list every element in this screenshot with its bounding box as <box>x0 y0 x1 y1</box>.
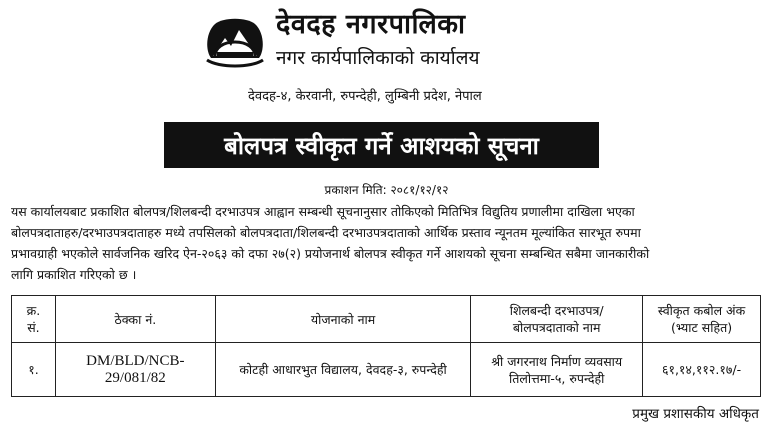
signature-title: प्रमुख प्रशासकीय अधिकृत <box>632 406 759 422</box>
cell-sn: १. <box>12 343 56 397</box>
publication-date-label: प्रकाशन मिति: <box>324 183 387 197</box>
bid-table <box>11 295 761 397</box>
table-header-row <box>12 296 761 343</box>
notice-body-line: लागि प्रकाशित गरिएको छ । <box>11 267 137 282</box>
header-bidder: शिलबन्दी दरभाउपत्र/ बोलपत्रदाताको नाम <box>471 296 643 343</box>
notice-body <box>11 201 761 285</box>
header-amount: स्वीकृत कबोल अंक (भ्याट सहित) <box>643 296 761 343</box>
notice-title-banner <box>164 122 599 168</box>
cell-amount: ६१,१४,११२.१७/- <box>643 343 761 397</box>
notice-body-line: बोलपत्रदाताहरु/दरभाउपत्रदाताहरु मध्ये तपसिलको बोलपत्रदाता/शिलबन्दी दरभाउपत्रदाताको आर्थिक प्रस्ताव न्यूनतम मूल्यांकित सारभूत रुपमा <box>11 225 641 240</box>
municipality-name: देवदह नगरपालिका <box>276 9 466 40</box>
publication-date-value: २०८१/१२/१२ <box>390 183 449 197</box>
publication-date <box>0 181 773 198</box>
cell-project: कोटही आधारभुत विद्यालय, देवदह-३, रुपन्देही <box>215 343 471 397</box>
header-contract-no: ठेक्का नं. <box>55 296 215 343</box>
header-project: योजनाको नाम <box>215 296 471 343</box>
header-sn: क्र. सं. <box>12 296 56 343</box>
nepal-emblem-icon <box>203 12 267 68</box>
notice-title: बोलपत्र स्वीकृत गर्ने आशयको सूचना <box>224 131 539 160</box>
office-name: नगर कार्यपालिकाको कार्यालय <box>276 47 480 69</box>
cell-contract-no: DM/BLD/NCB- 29/081/82 <box>55 343 215 397</box>
cell-bidder: श्री जगरनाथ निर्माण व्यवसाय तिलोत्तमा-५, रुपन्देही <box>471 343 643 397</box>
table-row <box>12 343 761 397</box>
notice-body-line: प्रभावग्राही भएकोले सार्वजनिक खरिद ऐन-२०६३ को दफा २७(२) प्रयोजनार्थ बोलपत्र स्वीकृत गर्ने आशयको सूचना सम्बन्धित सबैमा जानकारीको <box>11 246 650 261</box>
notice-body-line: यस कार्यालयबाट प्रकाशित बोलपत्र/शिलबन्दी दरभाउपत्र आह्वान सम्बन्धी सूचनानुसार तोकिएको मितिभित्र विद्युतिय प्रणालीमा दाखिला भएका <box>11 204 635 219</box>
address: देवदह-४, केरवानी, रुपन्देही, लुम्बिनी प्रदेश, नेपाल <box>248 89 482 104</box>
